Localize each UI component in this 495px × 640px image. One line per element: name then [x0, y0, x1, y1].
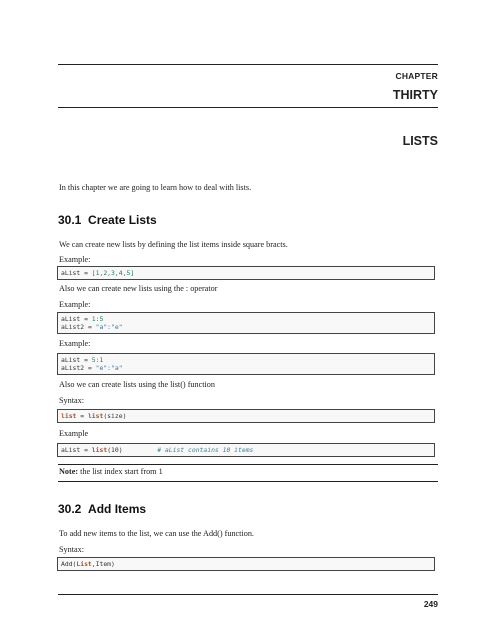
syntax-label: Syntax: — [59, 545, 85, 554]
chapter-title: LISTS — [402, 134, 438, 148]
code-operator: = — [76, 412, 88, 420]
code-value: [1,2,3,4,5] — [91, 269, 135, 277]
code-operator: = — [84, 364, 96, 372]
code-spacing — [123, 446, 158, 454]
note-label: Note: — [59, 467, 79, 476]
example-label: Example: — [59, 300, 91, 309]
code-block-list-literal — [57, 266, 435, 280]
paragraph: Also we can create new lists using the : operator — [59, 284, 218, 293]
note-text: the list index start from 1 — [78, 467, 163, 476]
code-args: (size) — [103, 412, 127, 420]
chapter-number: THIRTY — [392, 88, 438, 102]
code-block-add-syntax — [57, 557, 435, 571]
code-var: aList — [61, 315, 81, 323]
intro-text: In this chapter we are going to learn how to deal with lists. — [59, 183, 252, 192]
code-block-reverse-range — [57, 353, 435, 375]
code-keyword: list — [61, 412, 77, 420]
code-operator: = — [80, 315, 92, 323]
example-label: Example: — [59, 339, 91, 348]
paragraph: To add new items to the list, we can use the Add() function. — [59, 529, 254, 538]
footer-rule — [58, 594, 438, 595]
code-keyword: List — [76, 560, 92, 568]
chapter-rule — [58, 107, 438, 108]
code-value: "e":"a" — [95, 364, 123, 372]
code-args: ,Item) — [91, 560, 115, 568]
code-keyword: list — [91, 446, 108, 454]
example-label: Example — [59, 429, 89, 438]
syntax-label: Syntax: — [59, 396, 85, 405]
section-title: Add Items — [88, 502, 147, 516]
chapter-label: CHAPTER — [395, 71, 438, 81]
note-bottom-rule — [58, 481, 438, 482]
code-var: aList — [61, 269, 81, 277]
code-value: 1:5 — [91, 315, 104, 323]
code-block-list-example — [57, 443, 435, 457]
section-heading-add-items — [58, 502, 146, 516]
page-number: 249 — [423, 599, 438, 609]
paragraph: We can create new lists by defining the list items inside square bracts. — [59, 240, 288, 249]
code-operator: = — [80, 269, 92, 277]
code-operator: = — [80, 356, 92, 364]
code-comment: # aList contains 10 items — [157, 446, 254, 454]
code-var: aList — [61, 356, 81, 364]
code-value: 5:1 — [91, 356, 104, 364]
code-keyword: list — [87, 412, 104, 420]
code-operator: = — [80, 446, 92, 454]
section-title: Create Lists — [88, 213, 157, 227]
code-operator: = — [84, 323, 96, 331]
code-block-range-operator — [57, 312, 435, 334]
code-value: "a":"e" — [95, 323, 123, 331]
code-var: aList2 — [61, 364, 85, 372]
code-function: Add( — [61, 560, 77, 568]
example-label: Example: — [59, 255, 91, 264]
top-rule — [58, 64, 438, 65]
code-var: aList — [61, 446, 81, 454]
section-number: 30.1 — [58, 213, 82, 227]
section-number: 30.2 — [58, 502, 82, 516]
code-var: aList2 — [61, 323, 85, 331]
code-block-list-syntax — [57, 409, 435, 423]
note-box — [59, 467, 163, 476]
paragraph: Also we can create lists using the list() function — [59, 380, 215, 389]
code-args: (10) — [107, 446, 123, 454]
note-top-rule — [58, 464, 438, 465]
section-heading-create-lists — [58, 213, 157, 227]
